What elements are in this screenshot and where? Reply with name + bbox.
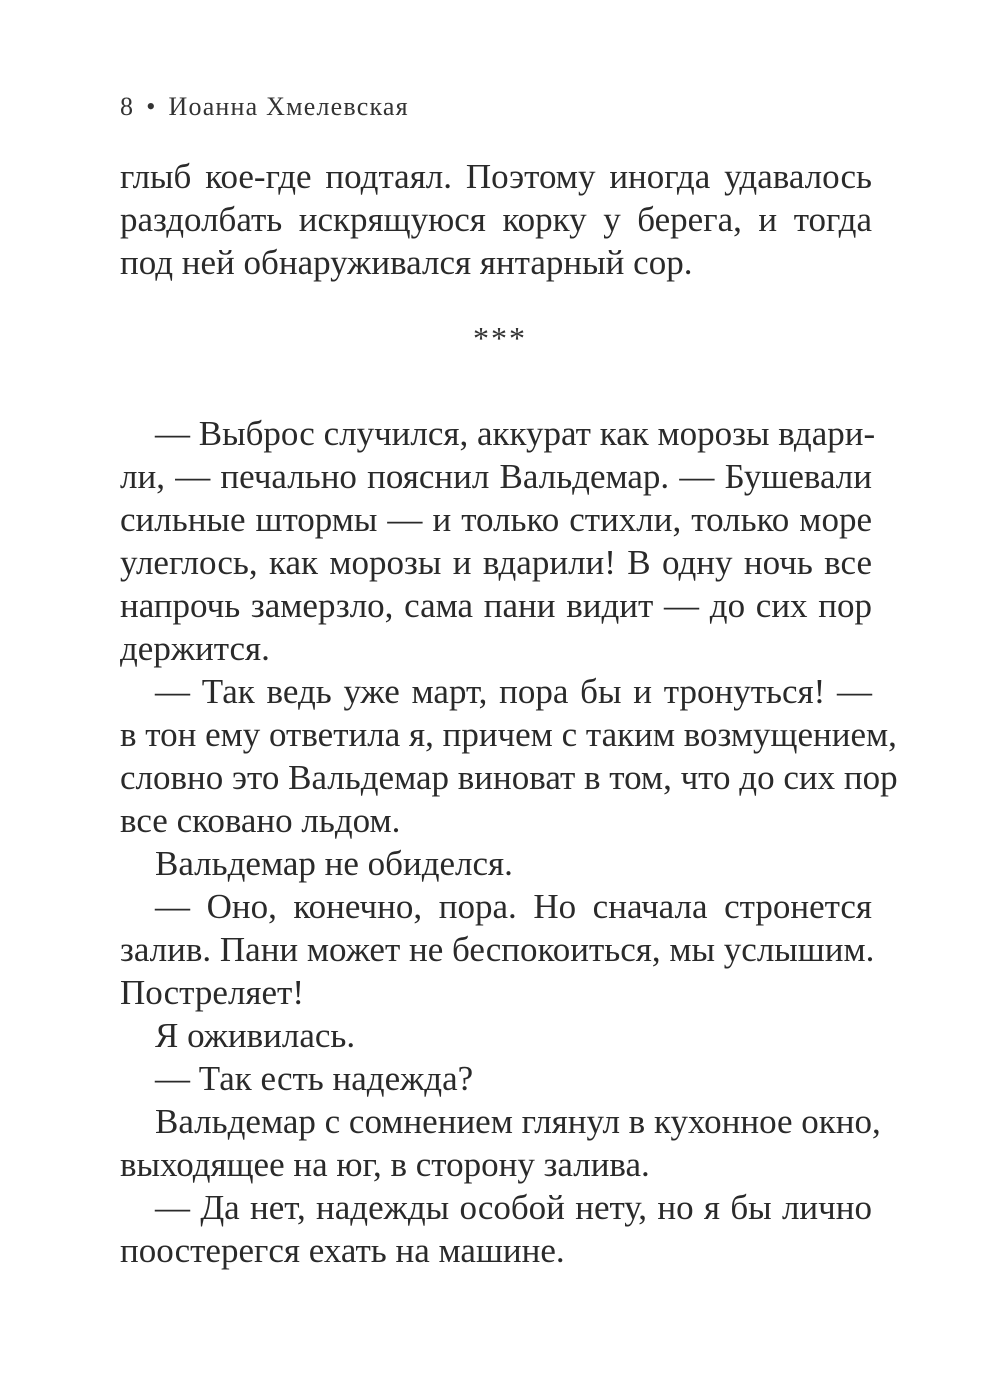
section-break-stars: *** bbox=[473, 320, 527, 356]
text-line: Я оживилась. bbox=[155, 1016, 356, 1055]
text-block-top bbox=[120, 155, 872, 284]
text-line: выходящее на юг, в сторону залива. bbox=[120, 1145, 650, 1184]
section-break bbox=[0, 320, 1000, 357]
text-line: Вальдемар с сомнением глянул в кухонное окно, bbox=[155, 1102, 881, 1141]
text-line: сильные штормы — и только стихли, только море bbox=[120, 500, 872, 539]
text-line: — Да нет, надежды особой нету, но я бы лично bbox=[155, 1188, 872, 1227]
text-line: залив. Пани может не беспокоиться, мы услышим. bbox=[120, 930, 875, 969]
running-head-separator: • bbox=[146, 92, 157, 121]
text-line: в тон ему ответила я, причем с таким возмущением, bbox=[120, 715, 897, 754]
text-line: улеглось, как морозы и вдарили! В одну ночь все bbox=[120, 543, 872, 582]
text-line: Вальдемар не обиделся. bbox=[155, 844, 513, 883]
text-line: все сковано льдом. bbox=[120, 801, 401, 840]
text-line: под ней обнаруживался янтарный сор. bbox=[120, 243, 693, 282]
text-line: поостерегся ехать на машине. bbox=[120, 1231, 565, 1270]
text-line: — Выброс случился, аккурат как морозы вдари- bbox=[155, 414, 876, 453]
text-line: ли, — печально пояснил Вальдемар. — Бушевали bbox=[120, 457, 872, 496]
running-head bbox=[120, 92, 409, 122]
page-number: 8 bbox=[120, 92, 135, 121]
text-line: — Оно, конечно, пора. Но сначала стронется bbox=[155, 887, 872, 926]
text-line: раздолбать искрящуюся корку у берега, и тогда bbox=[120, 200, 872, 239]
text-line: — Так ведь уже март, пора бы и тронуться! — bbox=[155, 672, 872, 711]
text-line: — Так есть надежда? bbox=[155, 1059, 474, 1098]
text-line: глыб кое-где подтаял. Поэтому иногда удавалось bbox=[120, 157, 872, 196]
author-name: Иоанна Хмелевская bbox=[168, 92, 409, 121]
text-line: словно это Вальдемар виноват в том, что до сих пор bbox=[120, 758, 898, 797]
text-line: Постреляет! bbox=[120, 973, 304, 1012]
text-line: держится. bbox=[120, 629, 270, 668]
text-block-main bbox=[120, 412, 898, 1272]
text-line: напрочь замерзло, сама пани видит — до сих пор bbox=[120, 586, 872, 625]
